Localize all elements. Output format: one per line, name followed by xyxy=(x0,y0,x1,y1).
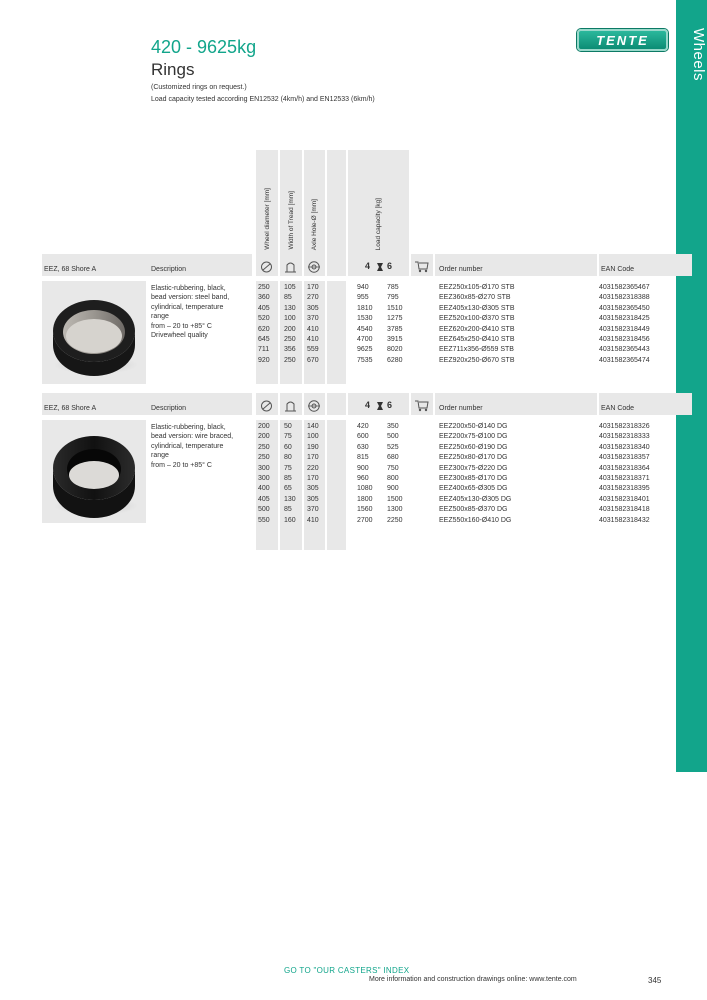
steel-band-ring-image xyxy=(42,281,146,384)
order-number-cell: EEZ360x85-Ø270 STB xyxy=(439,294,511,302)
section2-type-label: EEZ, 68 Shore A xyxy=(44,405,97,412)
section1-order-header: Order number xyxy=(439,266,483,273)
page-number: 345 xyxy=(648,976,662,985)
wheel-diameter-label: Wheel diameter [mm] xyxy=(263,188,271,250)
order-number-cell: EEZ300x75-Ø220 DG xyxy=(439,464,508,472)
section2-ring-photo xyxy=(42,420,146,523)
tread-width-cell: 130 xyxy=(284,304,296,312)
wheel-diameter-cell: 360 xyxy=(258,294,270,302)
section1-description-header: Description xyxy=(151,266,187,273)
load-6kmh-cell: 350 xyxy=(387,423,399,430)
tread-width-cell: 65 xyxy=(284,485,292,493)
axle-hole-cell: 410 xyxy=(307,325,319,333)
wheel-diameter-cell: 300 xyxy=(258,464,270,472)
order-number-cell: EEZ250x105-Ø170 STB xyxy=(439,284,515,291)
load-4kmh-cell: 1530 xyxy=(357,315,373,323)
order-number-cell: EEZ400x65-Ø305 DG xyxy=(439,485,508,493)
wheel-diameter-cell: 520 xyxy=(258,315,270,323)
order-number-cell: EEZ500x85-Ø370 DG xyxy=(439,506,508,514)
tread-width-icon xyxy=(284,261,297,273)
tread-width-cell: 75 xyxy=(284,464,292,472)
tread-width-cell: 60 xyxy=(284,443,292,451)
load-4kmh-cell: 1560 xyxy=(357,506,373,514)
tread-width-cell: 200 xyxy=(284,325,296,333)
load-4kmh-cell: 1800 xyxy=(357,495,373,503)
order-number-cell: EEZ920x250-Ø670 STB xyxy=(439,356,515,364)
ean-code-cell: 4031582365443 xyxy=(599,346,650,354)
column-header-spacer xyxy=(327,150,346,254)
section2-ean-header: EAN Code xyxy=(601,405,635,412)
wheel-diameter-cell: 645 xyxy=(258,336,270,343)
wheel-diameter-cell: 711 xyxy=(258,346,270,354)
wheel-diameter-cell: 400 xyxy=(258,485,270,493)
order-number-cell: EEZ250x60-Ø190 DG xyxy=(439,443,508,451)
order-number-cell: EEZ620x200-Ø410 STB xyxy=(439,325,515,333)
weight-range: 420 - 9625kg xyxy=(151,37,257,57)
axle-hole-icon xyxy=(307,261,321,273)
load-6kmh-cell: 1275 xyxy=(387,315,403,323)
wheel-diameter-cell: 200 xyxy=(258,433,270,441)
load-4kmh-cell: 7535 xyxy=(357,356,373,364)
wheel-diameter-cell: 550 xyxy=(258,516,270,524)
order-number-cell: EEZ200x50-Ø140 DG xyxy=(439,423,508,430)
side-tab-label: Wheels xyxy=(690,28,707,82)
tread-width-cell: 250 xyxy=(284,356,296,364)
order-number-cell: EEZ405x130-Ø305 STB xyxy=(439,304,515,312)
description-line: bead version: wire braced, xyxy=(151,433,234,441)
cart-icon xyxy=(414,399,429,412)
diameter-icon xyxy=(260,400,273,412)
load-6kmh-cell: 2250 xyxy=(387,516,403,524)
load-4kmh-label: 4 xyxy=(365,400,371,410)
load-6kmh-cell: 785 xyxy=(387,284,399,291)
description-line: bead version: steel band, xyxy=(151,294,230,302)
tread-width-cell: 160 xyxy=(284,516,296,524)
tread-width-cell: 50 xyxy=(284,423,292,430)
tread-width-cell: 105 xyxy=(284,284,296,291)
description-line: Drivewheel quality xyxy=(151,332,208,340)
load-6kmh-cell: 1500 xyxy=(387,495,403,503)
tread-width-icon xyxy=(284,400,297,412)
load-4kmh-cell: 955 xyxy=(357,294,369,302)
wheel-diameter-cell: 250 xyxy=(258,443,270,451)
tread-width-cell: 130 xyxy=(284,495,296,503)
section1-col-spacer xyxy=(327,281,346,384)
wheel-diameter-cell: 300 xyxy=(258,475,270,482)
wheel-diameter-cell: 250 xyxy=(258,454,270,462)
load-6kmh-label: 6 xyxy=(387,400,393,410)
load-6kmh-cell: 800 xyxy=(387,475,399,482)
load-6kmh-cell: 8020 xyxy=(387,346,403,354)
axle-hole-cell: 370 xyxy=(307,506,319,514)
axle-hole-cell: 305 xyxy=(307,485,319,493)
load-6kmh-cell: 6280 xyxy=(387,356,403,364)
column-header-load-capacity xyxy=(348,150,409,254)
ean-code-cell: 4031582365467 xyxy=(599,284,650,291)
ean-code-cell: 4031582318456 xyxy=(599,336,650,343)
ean-code-cell: 4031582318401 xyxy=(599,495,650,503)
tread-width-cell: 85 xyxy=(284,506,292,514)
load-6kmh-cell: 1300 xyxy=(387,506,403,514)
order-number-cell: EEZ550x160-Ø410 DG xyxy=(439,516,512,524)
load-4kmh-cell: 1080 xyxy=(357,485,373,493)
wheel-diameter-cell: 200 xyxy=(258,423,270,430)
ean-code-cell: 4031582318432 xyxy=(599,516,650,524)
ean-code-cell: 4031582318364 xyxy=(599,464,650,472)
ean-code-cell: 4031582318333 xyxy=(599,433,650,441)
side-tab[interactable] xyxy=(676,0,707,772)
load-6kmh-cell: 750 xyxy=(387,464,399,472)
description-line: Elastic-rubbering, black, xyxy=(151,285,226,292)
section1-ean-header: EAN Code xyxy=(601,266,635,273)
ean-code-cell: 4031582365474 xyxy=(599,356,650,364)
section2-description xyxy=(151,423,255,470)
description-line: cylindrical, temperature xyxy=(151,303,224,311)
page-title: Rings xyxy=(151,60,195,79)
wheel-diameter-cell: 920 xyxy=(258,356,270,364)
casters-index-link[interactable]: GO TO "OUR CASTERS" INDEX xyxy=(284,966,410,975)
description-line: range xyxy=(151,313,169,321)
order-number-cell: EEZ250x80-Ø170 DG xyxy=(439,454,508,462)
ean-code-cell: 4031582318425 xyxy=(599,315,650,323)
ean-code-cell: 4031582318340 xyxy=(599,443,650,451)
order-number-cell: EEZ300x85-Ø170 DG xyxy=(439,475,508,482)
ean-code-cell: 4031582318388 xyxy=(599,294,650,302)
order-number-cell: EEZ711x356-Ø559 STB xyxy=(439,346,514,354)
wheel-diameter-cell: 405 xyxy=(258,495,270,503)
description-line: from – 20 to +85° C xyxy=(151,461,212,469)
wheel-diameter-cell: 500 xyxy=(258,506,270,514)
load-6kmh-cell: 795 xyxy=(387,294,399,302)
order-number-cell: EEZ520x100-Ø370 STB xyxy=(439,315,515,323)
description-line: cylindrical, temperature xyxy=(151,442,224,450)
order-number-cell: EEZ200x75-Ø100 DG xyxy=(439,433,508,441)
diameter-icon xyxy=(260,261,273,273)
axle-hole-cell: 270 xyxy=(307,294,319,302)
ean-code-cell: 4031582365450 xyxy=(599,304,650,312)
ean-code-cell: 4031582318326 xyxy=(599,423,650,430)
axle-hole-cell: 170 xyxy=(307,284,319,291)
load-6kmh-cell: 3915 xyxy=(387,336,403,343)
wire-braced-ring-image xyxy=(42,420,146,523)
axle-hole-cell: 170 xyxy=(307,454,319,462)
load-4kmh-cell: 4540 xyxy=(357,325,373,333)
description-line: range xyxy=(151,452,169,460)
load-6kmh-cell: 680 xyxy=(387,454,399,462)
section1-ring-photo xyxy=(42,281,146,384)
tente-logo xyxy=(577,29,668,51)
axle-hole-cell: 140 xyxy=(307,423,319,430)
axle-hole-cell: 220 xyxy=(307,464,319,472)
axle-hole-cell: 370 xyxy=(307,315,319,323)
weight-icon xyxy=(375,401,385,411)
axle-hole-cell: 305 xyxy=(307,495,319,503)
tread-width-cell: 85 xyxy=(284,475,292,482)
load-4kmh-cell: 815 xyxy=(357,454,369,462)
order-number-cell: EEZ645x250-Ø410 STB xyxy=(439,336,515,343)
logo-text: TENTE xyxy=(596,32,649,48)
load-6kmh-cell: 1510 xyxy=(387,304,403,312)
section1-type-label: EEZ, 68 Shore A xyxy=(44,266,97,273)
ean-code-cell: 4031582318395 xyxy=(599,485,650,493)
axle-hole-cell: 410 xyxy=(307,516,319,524)
section1-header-spacer xyxy=(327,254,346,276)
load-4kmh-cell: 900 xyxy=(357,464,369,472)
ean-code-cell: 4031582318371 xyxy=(599,475,650,482)
tread-width-cell: 85 xyxy=(284,294,292,302)
weight-icon xyxy=(375,262,385,272)
tread-width-cell: 100 xyxy=(284,315,296,323)
footer-info: More information and construction drawings online: www.tente.com xyxy=(369,976,577,983)
cart-icon xyxy=(414,260,429,273)
load-4kmh-cell: 960 xyxy=(357,475,369,482)
subtitle-customized: (Customized rings on request.) xyxy=(151,84,247,91)
section2-description-header: Description xyxy=(151,405,187,412)
load-6kmh-cell: 900 xyxy=(387,485,399,493)
load-4kmh-cell: 940 xyxy=(357,284,369,291)
column-header-axle-hole xyxy=(304,150,325,254)
section2-order-header: Order number xyxy=(439,405,483,412)
order-number-cell: EEZ405x130-Ø305 DG xyxy=(439,495,512,503)
description-line: Elastic-rubbering, black, xyxy=(151,424,226,431)
axle-hole-cell: 670 xyxy=(307,356,319,364)
ean-code-cell: 4031582318418 xyxy=(599,506,650,514)
section2-header-spacer xyxy=(327,393,346,415)
tread-width-cell: 356 xyxy=(284,346,296,354)
tread-width-cell: 75 xyxy=(284,433,292,441)
axle-hole-label: Axle Hole-Ø [mm] xyxy=(311,198,318,250)
axle-hole-cell: 410 xyxy=(307,336,319,343)
load-6kmh-cell: 500 xyxy=(387,433,399,441)
column-header-wheel-diameter xyxy=(256,150,278,254)
load-4kmh-cell: 630 xyxy=(357,443,369,451)
section2-col-spacer xyxy=(327,420,346,550)
axle-hole-cell: 559 xyxy=(307,346,319,354)
ean-code-cell: 4031582318449 xyxy=(599,325,650,333)
tread-width-cell: 80 xyxy=(284,454,292,462)
axle-hole-cell: 190 xyxy=(307,443,319,451)
load-4kmh-cell: 1810 xyxy=(357,304,373,312)
load-4kmh-cell: 9625 xyxy=(357,346,373,354)
axle-hole-cell: 170 xyxy=(307,475,319,482)
load-4kmh-cell: 420 xyxy=(357,423,369,430)
tread-width-cell: 250 xyxy=(284,336,296,343)
load-6kmh-label: 6 xyxy=(387,261,393,271)
description-line: from – 20 to +85° C xyxy=(151,322,212,330)
width-of-tread-label: Width of Tread [mm] xyxy=(287,191,295,250)
section1-description xyxy=(151,284,255,340)
load-4kmh-cell: 4700 xyxy=(357,336,373,343)
wheel-diameter-cell: 405 xyxy=(258,304,270,312)
ean-code-cell: 4031582318357 xyxy=(599,454,650,462)
load-4kmh-cell: 2700 xyxy=(357,516,373,524)
load-4kmh-label: 4 xyxy=(365,261,371,271)
load-capacity-label: Load capacity [kg] xyxy=(375,197,382,250)
load-6kmh-cell: 3785 xyxy=(387,325,403,333)
axle-hole-cell: 305 xyxy=(307,304,319,312)
wheel-diameter-cell: 250 xyxy=(258,284,270,291)
wheel-diameter-cell: 620 xyxy=(258,325,270,333)
column-header-width-of-tread xyxy=(280,150,302,254)
axle-hole-cell: 100 xyxy=(307,433,319,441)
load-6kmh-cell: 525 xyxy=(387,443,399,451)
axle-hole-icon xyxy=(307,400,321,412)
subtitle-load-capacity: Load capacity tested according EN12532 (4km/h) and EN12533 (6km/h) xyxy=(151,96,375,103)
load-4kmh-cell: 600 xyxy=(357,433,369,441)
